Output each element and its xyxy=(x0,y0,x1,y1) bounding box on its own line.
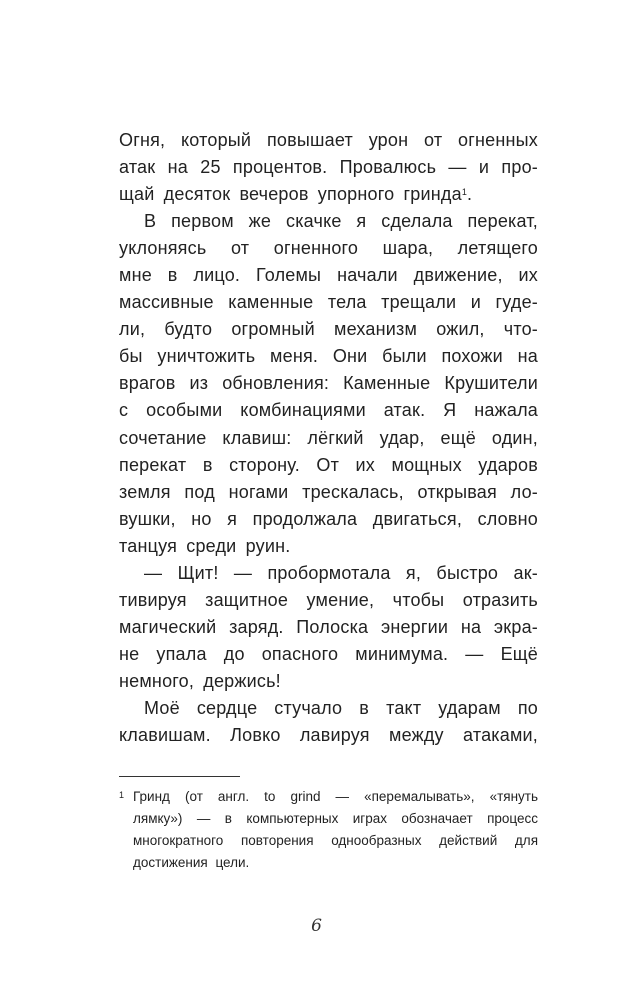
text-line: врагов из обновления: Каменные Крушители xyxy=(119,373,538,394)
text-line: вушки, но я продолжала двигаться, словно xyxy=(119,508,538,529)
text-line: танцуя среди руин. xyxy=(119,535,291,556)
footnote-line: достижения цели. xyxy=(133,855,250,870)
text-line: Моё сердце стучало в такт ударам по xyxy=(144,697,538,718)
footnote-line: многократного повторения однообразных действий для xyxy=(133,833,538,848)
text-line: магический заряд. Полоска энергии на экра- xyxy=(119,616,538,637)
page-number: 6 xyxy=(311,916,322,936)
text-line: земля под ногами трескалась, открывая ло- xyxy=(119,481,538,502)
main-text xyxy=(119,127,538,749)
text-line: с особыми комбинациями атак. Я нажала xyxy=(119,400,538,421)
text-line: не упала до опасного минимума. — Ещё xyxy=(119,643,538,664)
text-line: сочетание клавиш: лёгкий удар, ещё один, xyxy=(119,427,538,448)
text-line: мне в лицо. Големы начали движение, их xyxy=(119,265,538,286)
text-line: Огня, который повышает урон от огненных xyxy=(119,130,538,150)
text-line: массивные каменные тела трещали и гуде- xyxy=(119,292,538,313)
text-line: бы уничтожить меня. Они были похожи на xyxy=(119,346,538,367)
text-line: атак на 25 процентов. Провалюсь — и про- xyxy=(119,157,538,178)
text-line-content: щай десяток вечеров упорного гринда xyxy=(119,184,462,205)
footnote-line: лямку») — в компьютерных играх обозначает процесс xyxy=(133,811,538,826)
punctuation: . xyxy=(467,184,473,205)
text-line: тивируя защитное умение, чтобы отразить xyxy=(119,589,538,610)
footnote-number: 1 xyxy=(119,790,125,800)
text-line: немного, держись! xyxy=(119,670,281,691)
footnote-divider xyxy=(119,776,240,777)
footnote xyxy=(119,786,538,874)
footnote-line: Гринд (от англ. to grind — «перемалывать», «тянуть xyxy=(133,789,538,804)
text-line: перекат в сторону. От их мощных ударов xyxy=(119,454,538,475)
text-line: — Щит! — пробормотала я, быстро ак- xyxy=(144,562,538,583)
text-line xyxy=(119,181,538,208)
text-line: клавишам. Ловко лавируя между атаками, xyxy=(119,725,538,746)
text-line: ли, будто огромный механизм ожил, что- xyxy=(119,319,538,340)
text-line: В первом же скачке я сделала перекат, xyxy=(144,211,538,232)
footnote-reference[interactable]: 1 xyxy=(461,187,468,198)
text-line: уклоняясь от огненного шара, летящего xyxy=(119,238,538,259)
